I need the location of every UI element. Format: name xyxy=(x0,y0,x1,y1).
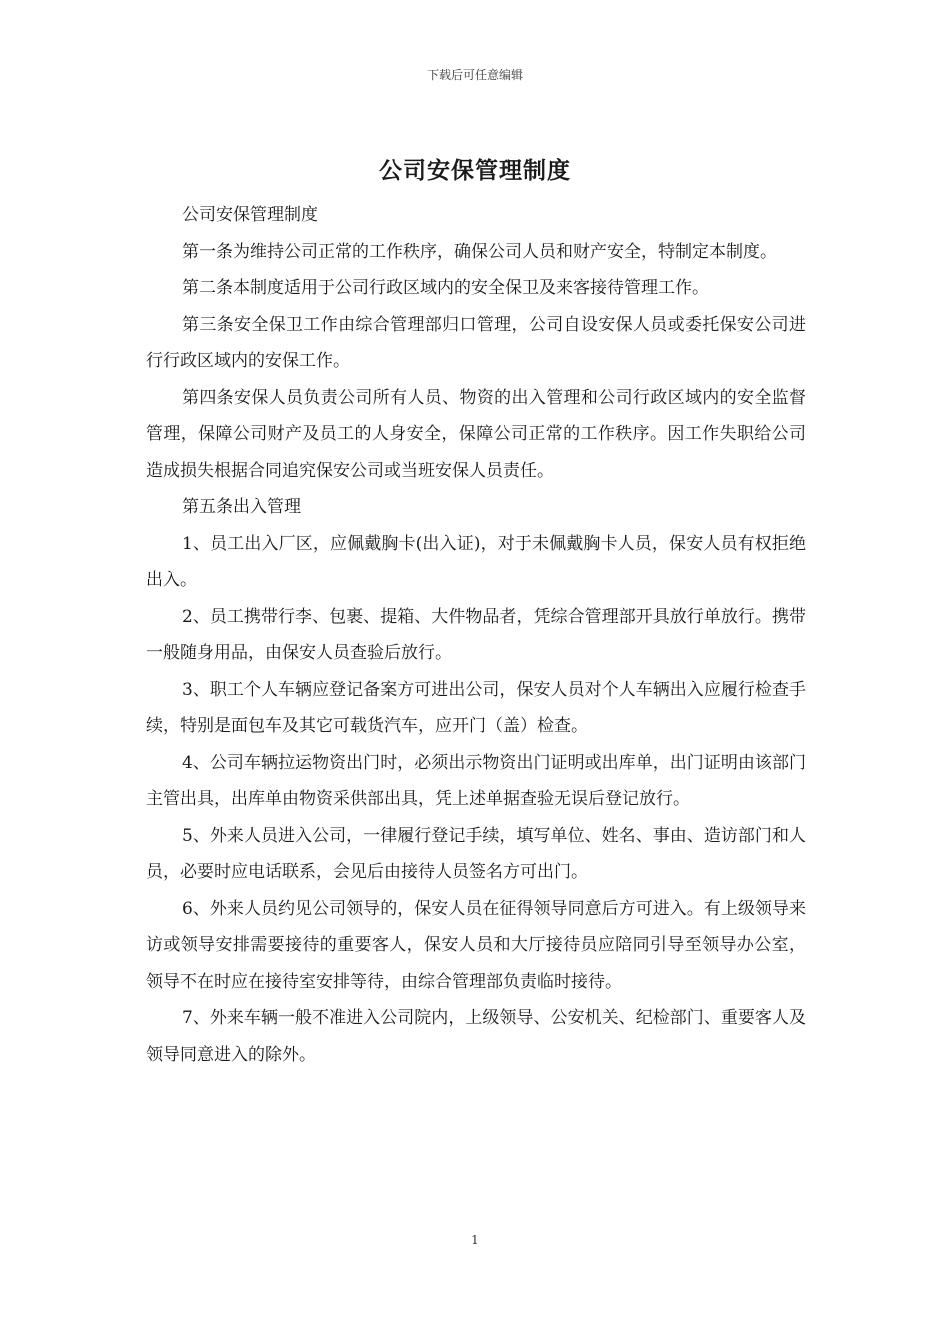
paragraph-item-3: 3、职工个人车辆应登记备案方可进出公司，保安人员对个人车辆出入应履行检查手续，特别是面包车及其它可载货汽车，应开门（盖）检查。 xyxy=(146,679,806,736)
page-number: 1 xyxy=(471,1233,479,1247)
document-body xyxy=(146,197,806,1073)
page-header-note: 下载后可任意编辑 xyxy=(426,68,523,82)
paragraph-article-4: 第四条安保人员负责公司所有人员、物资的出入管理和公司行政区域内的安全监督管理，保障公司财产及员工的人身安全，保障公司正常的工作秩序。因工作失职给公司造成损失根据合同追究保安公司或当班安保人员责任。 xyxy=(146,387,806,481)
paragraph-item-4: 4、公司车辆拉运物资出门时，必须出示物资出门证明或出库单，出门证明由该部门主管出具，出库单由物资采供部出具，凭上述单据查验无误后登记放行。 xyxy=(146,752,806,809)
paragraph-item-2: 2、员工携带行李、包裹、提箱、大件物品者，凭综合管理部开具放行单放行。携带一般随身用品，由保安人员查验后放行。 xyxy=(146,606,806,663)
paragraph-item-6: 6、外来人员约见公司领导的，保安人员在征得领导同意后方可进入。有上级领导来访或领导安排需要接待的重要客人，保安人员和大厅接待员应陪同引导至领导办公室，领导不在时应在接待室安排等待，由综合管理部负责临时接待。 xyxy=(146,898,806,992)
paragraph-item-5: 5、外来人员进入公司，一律履行登记手续，填写单位、姓名、事由、造访部门和人员，必要时应电话联系，会见后由接待人员签名方可出门。 xyxy=(146,825,806,882)
paragraph-article-1: 第一条为维持公司正常的工作秩序，确保公司人员和财产安全，特制定本制度。 xyxy=(182,241,777,262)
paragraph-article-5-heading: 第五条出入管理 xyxy=(182,497,301,517)
paragraph-item-7: 7、外来车辆一般不准进入公司院内，上级领导、公安机关、纪检部门、重要客人及领导同意进入的除外。 xyxy=(146,1008,806,1065)
paragraph-subtitle: 公司安保管理制度 xyxy=(182,205,318,225)
document-title: 公司安保管理制度 xyxy=(379,157,571,184)
paragraph-article-2: 第二条本制度适用于公司行政区域内的安全保卫及来客接待管理工作。 xyxy=(182,278,709,298)
paragraph-item-1: 1、员工出入厂区，应佩戴胸卡(出入证)，对于未佩戴胸卡人员，保安人员有权拒绝出入。 xyxy=(146,533,806,590)
paragraph-article-3: 第三条安全保卫工作由综合管理部归口管理，公司自设安保人员或委托保安公司进行行政区域内的安保工作。 xyxy=(146,314,806,371)
